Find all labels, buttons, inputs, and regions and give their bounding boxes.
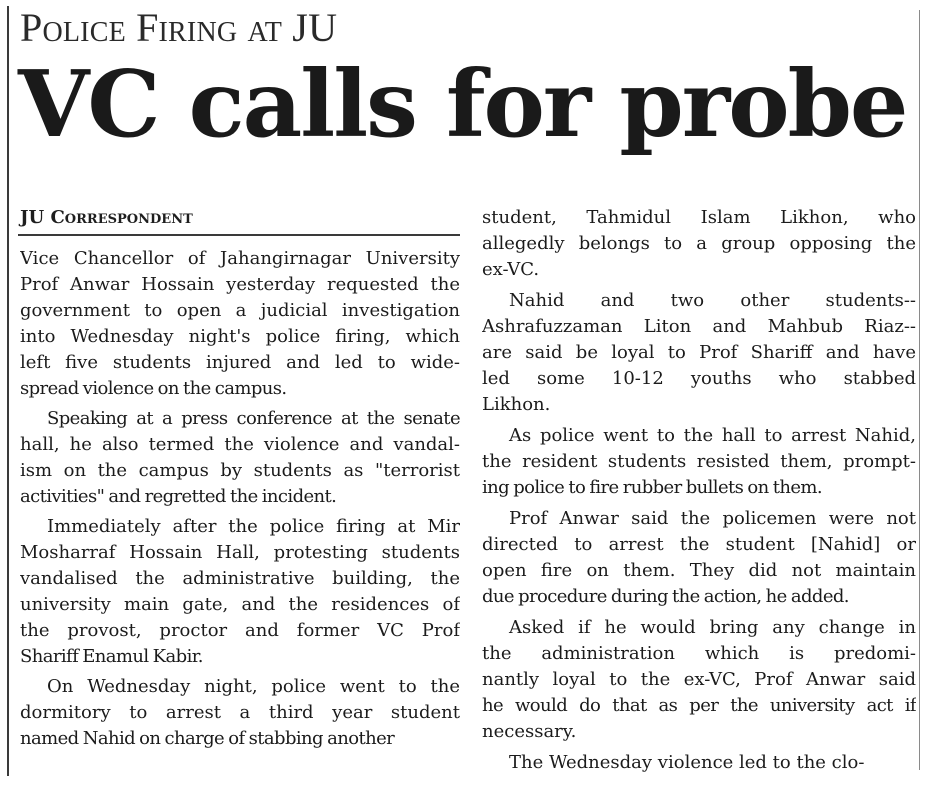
article-line: Speaking at a press conference at the senate	[47, 408, 460, 429]
article-line: Shariff Enamul Kabir.	[20, 646, 203, 667]
article-paragraph	[20, 406, 460, 510]
article-line: Immediately after the police firing at Mir	[47, 516, 460, 537]
article-line: open fire on them. They did not maintain	[482, 560, 916, 581]
article-line: named Nahid on charge of stabbing another	[20, 728, 395, 749]
article-line: activities" and regretted the incident.	[20, 486, 337, 507]
byline-underline	[18, 234, 460, 236]
article-line: due procedure during the action, he added.	[482, 586, 849, 607]
article-paragraph	[482, 750, 922, 776]
byline: JU Correspondent	[20, 207, 193, 228]
article-line: led some 10-12 youths who stabbed	[482, 368, 916, 389]
article-line: necessary.	[482, 721, 577, 742]
article-line: Prof Anwar said the policemen were not	[509, 508, 916, 529]
article-line: Nahid and two other students--	[509, 290, 916, 311]
article-line: spread violence on the campus.	[20, 378, 287, 399]
article-line: into Wednesday night's police firing, which	[20, 326, 460, 347]
article-line: ing police to fire rubber bullets on them.	[482, 477, 823, 498]
article-paragraph	[482, 615, 922, 745]
headline: VC calls for probe	[18, 50, 907, 158]
article-line: Ashrafuzzaman Liton and Mahbub Riaz--	[482, 316, 916, 337]
article-line: As police went to the hall to arrest Nahid,	[509, 425, 916, 446]
article-paragraph	[482, 288, 922, 418]
article-line: are said be loyal to Prof Shariff and have	[482, 342, 916, 363]
article-line: government to open a judicial investigation	[20, 300, 460, 321]
article-line: vandalised the administrative building, the	[20, 568, 460, 589]
article-line: Vice Chancellor of Jahangirnagar University	[20, 248, 460, 269]
article-line: student, Tahmidul Islam Likhon, who	[482, 207, 916, 228]
article-line: Mosharraf Hossain Hall, protesting students	[20, 542, 460, 563]
article-column-left	[20, 246, 460, 752]
article-line: the resident students resisted them, prompt-	[482, 451, 916, 472]
article-paragraph	[482, 205, 922, 283]
article-line: dormitory to arrest a third year student	[20, 702, 460, 723]
left-border-rule	[7, 6, 9, 776]
article-line: he would do that as per the university act if	[482, 695, 916, 716]
article-line: hall, he also termed the violence and vandal-	[20, 434, 460, 455]
article-line: On Wednesday night, police went to the	[47, 676, 460, 697]
article-column-right	[482, 205, 922, 776]
article-line: ism on the campus by students as "terrorist	[20, 460, 460, 481]
article-line: Asked if he would bring any change in	[509, 617, 916, 638]
article-paragraph	[482, 506, 922, 610]
article-line: ex-VC.	[482, 259, 540, 280]
article-paragraph	[482, 423, 922, 501]
article-line: allegedly belongs to a group opposing the	[482, 233, 916, 254]
article-line: the administration which is predomi-	[482, 643, 916, 664]
article-paragraph	[20, 514, 460, 670]
article-line: left five students injured and led to wide-	[20, 352, 460, 373]
kicker-heading: Police Firing at JU	[20, 5, 338, 50]
article-line: The Wednesday violence led to the clo-	[509, 752, 865, 773]
article-line: directed to arrest the student [Nahid] or	[482, 534, 916, 555]
article-paragraph	[20, 246, 460, 402]
article-line: nantly loyal to the ex-VC, Prof Anwar said	[482, 669, 916, 690]
article-line: Prof Anwar Hossain yesterday requested the	[20, 274, 460, 295]
article-line: the provost, proctor and former VC Prof	[20, 620, 460, 641]
article-paragraph	[20, 674, 460, 752]
article-line: Likhon.	[482, 394, 551, 415]
article-line: university main gate, and the residences of	[20, 594, 460, 615]
